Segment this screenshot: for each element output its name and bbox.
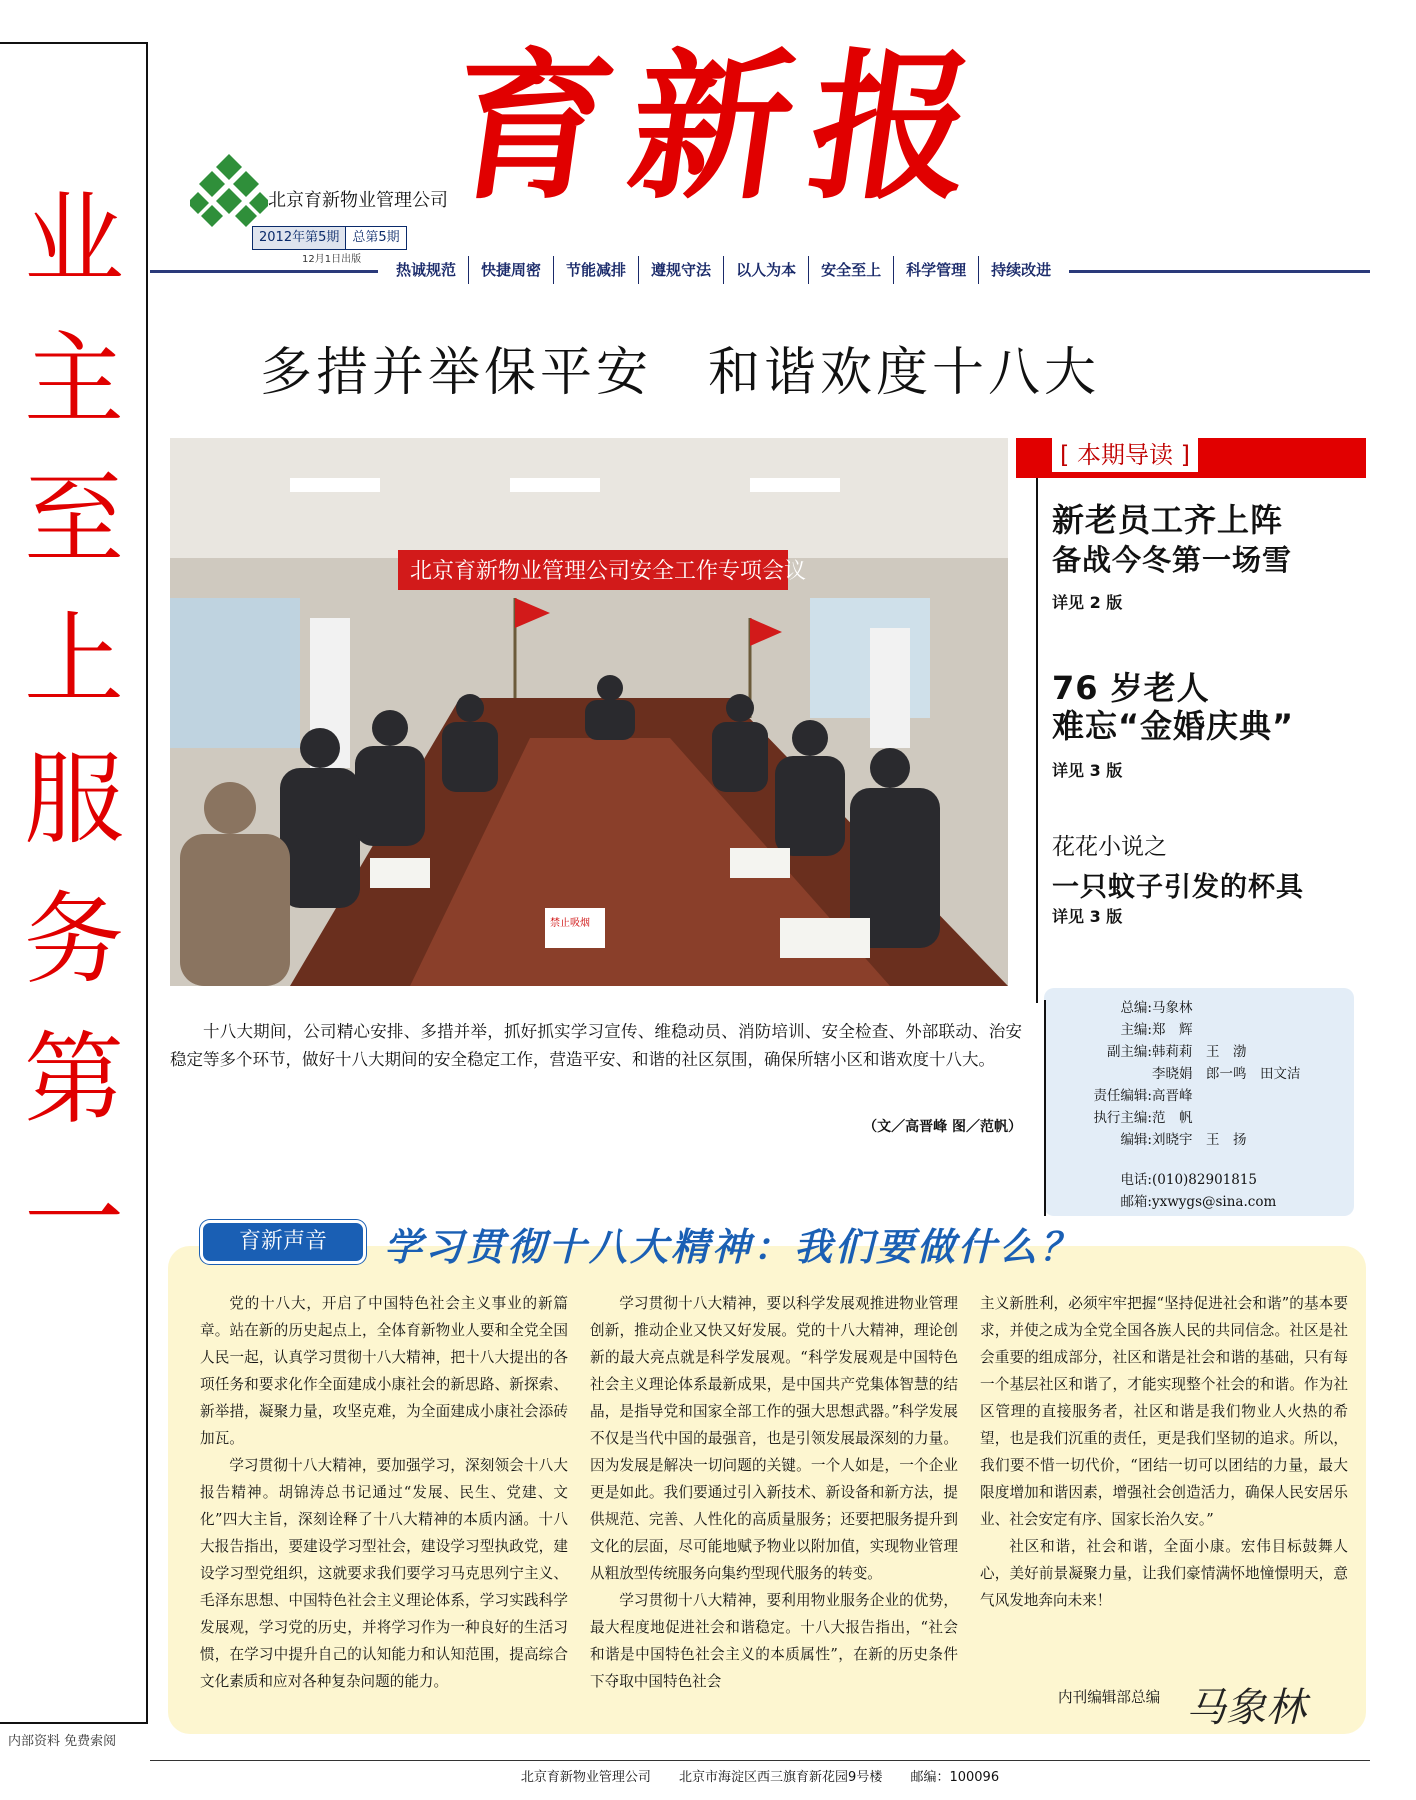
voice-paragraph: 社区和谐，社会和谐，全面小康。宏伟目标鼓舞人心，美好前景凝聚力量，让我们豪情满怀地憧憬明天，意气风发地奔向未来！ [980, 1538, 1348, 1609]
preview-item3-title[interactable]: 一只蚊子引发的杯具 [1052, 872, 1304, 903]
voice-column-3 [980, 1290, 1348, 1614]
motto: 科学管理 [894, 256, 979, 284]
issue-box [252, 226, 407, 250]
motto: 遵规守法 [639, 256, 724, 284]
slogan-char: 第 [24, 1021, 124, 1138]
preview-item2-see: 详见 3 版 [1052, 761, 1123, 780]
slogan-char: 一 [24, 1161, 124, 1278]
signature: 马象林 [1186, 1685, 1306, 1731]
slogan-char: 业 [24, 181, 124, 298]
footer-address: 北京市海淀区西三旗育新花园9号楼 [679, 1770, 883, 1785]
voice-column-1 [200, 1290, 568, 1695]
masthead-title: 育新报 [438, 33, 1006, 221]
voice-column-2 [590, 1290, 958, 1695]
motto: 快捷周密 [469, 256, 554, 284]
voice-paragraph: 学习贯彻十八大精神，要以科学发展观推进物业管理创新，推动企业又快又好发展。党的十八大精神，理论创新的最大亮点就是科学发展观。“科学发展观是中国特色社会主义理论体系最新成果，是中国共产党集体智慧的结晶，是指导党和国家全部工作的强大思想武器。”科学发展不仅是当代中国的最强音，也是引领发展最深刻的力量。因为发展是解决一切问题的关键。一个人如是，一个企业更是如此。我们要通过引入新技术、新设备和新方法，提供规范、完善、人性化的高质量服务；还要把服务提升到文化的层面，尽可能地赋予物业以附加值，实现物业管理从粗放型传统服务向集约型现代服务的转变。 [590, 1295, 958, 1582]
footer [150, 1766, 1370, 1785]
staff-editor: 主编:郑 辉 [1120, 1022, 1193, 1038]
photo-caption: 十八大期间，公司精心安排、多措并举，抓好抓实学习宣传、维稳动员、消防培训、安全检查、外部联动、治安稳定等多个环节，做好十八大期间的安全稳定工作，营造平安、和谐的社区氛围，确保所辖小区和谐欢度十八大。 [170, 1022, 1022, 1069]
pub-date: 12月1日出版 [302, 254, 362, 265]
company-logo-icon [190, 152, 268, 230]
total-issue: 总第5期 [352, 230, 400, 245]
voice-tag: 育新声音 [200, 1220, 366, 1264]
preview-item2-line2[interactable]: 难忘“金婚庆典” [1052, 707, 1295, 745]
motto-bar [378, 256, 1069, 284]
motto: 持续改进 [991, 261, 1052, 279]
staff-resp: 责任编辑:高晋峰 [1093, 1088, 1193, 1104]
slogan-char: 至 [24, 461, 124, 578]
banner-text: 北京育新物业管理公司安全工作专项会议 [410, 559, 807, 584]
side-slogan [14, 170, 134, 1290]
staff-deputy: 副主编:韩莉莉 王 渤 [1106, 1044, 1247, 1060]
voice-sign-org: 内刊编辑部总编 [1058, 1689, 1161, 1706]
voice-title: 学习贯彻十八大精神：我们要做什么？ [384, 1225, 1082, 1269]
issue-number: 2012年第5期 [253, 227, 346, 249]
photo-credit: （文／高晋峰 图／范帆） [863, 1119, 1022, 1135]
voice-paragraph: 党的十八大，开启了中国特色社会主义事业的新篇章。站在新的历史起点上，全体育新物业人要和全党全国人民一起，认真学习贯彻十八大精神，把十八大提出的各项任务和要求化作全面建成小康社会的新思路、新探索、新举措，凝聚力量，攻坚克难，为全面建成小康社会添砖加瓦。 [200, 1295, 568, 1447]
slogan-char: 服 [24, 741, 124, 858]
meeting-photo [170, 438, 1008, 986]
staff-exec: 执行主编:范 帆 [1093, 1110, 1193, 1126]
preview-item1-line2[interactable]: 备战今冬第一场雪 [1052, 543, 1293, 577]
staff-deputy2: 李晓娟 郎一鸣 田文洁 [1152, 1066, 1301, 1082]
preview-item3-see: 详见 3 版 [1052, 907, 1123, 926]
preview-item3-pre: 花花小说之 [1052, 834, 1167, 860]
motto: 以人为本 [724, 256, 809, 284]
preview-item2-line1[interactable]: 76 岁老人 [1052, 669, 1210, 707]
staff-chief: 总编:马象林 [1120, 1000, 1193, 1016]
no-smoking-sign: 禁止吸烟 [550, 918, 590, 929]
preview-header: [ 本期导读 ] [1052, 438, 1198, 472]
voice-paragraph: 学习贯彻十八大精神，要加强学习，深刻领会十八大报告精神。胡锦涛总书记通过“发展、民生、党建、文化”四大主旨，深刻诠释了十八大精神的本质内涵。十八大报告指出，要建设学习型社会，建设学习型执政党，建设学习型党组织，这就要求我们要学习马克思列宁主义、毛泽东思想、中国特色社会主义理论体系，学习实践科学发展观，学习党的历史，并将学习作为一种良好的生活习惯，在学习中提升自己的认知能力和认知范围，提高综合文化素质和应对各种复杂问题的能力。 [200, 1457, 568, 1690]
staff-editors: 编辑:刘晓宇 王 扬 [1120, 1132, 1247, 1148]
side-note: 内部资料 免费索阅 [8, 1734, 117, 1749]
preview-divider [1036, 478, 1038, 1003]
slogan-char: 主 [24, 321, 124, 438]
staff-email: 邮箱:yxwygs@sina.com [1120, 1194, 1277, 1210]
motto: 节能减排 [554, 256, 639, 284]
footer-company: 北京育新物业管理公司 [520, 1770, 651, 1785]
company-name: 北京育新物业管理公司 [268, 190, 448, 211]
staff-phone: 电话:(010)82901815 [1120, 1172, 1258, 1188]
motto: 热诚规范 [384, 256, 469, 284]
main-headline: 多措并举保平安 和谐欢度十八大 [259, 343, 1100, 403]
preview-item1-line1[interactable]: 新老员工齐上阵 [1052, 501, 1284, 539]
footer-postcode: 邮编：100096 [910, 1770, 1000, 1785]
slogan-char: 务 [24, 881, 124, 998]
footer-rule [150, 1760, 1370, 1761]
motto: 安全至上 [809, 256, 894, 284]
preview-item1-see: 详见 2 版 [1052, 593, 1123, 612]
staff-divider [1044, 1000, 1046, 1216]
meeting-photo-illustration [170, 438, 1008, 986]
voice-paragraph: 学习贯彻十八大精神，要利用物业服务企业的优势，最大程度地促进社会和谐稳定。十八大报告指出，“社会和谐是中国特色社会主义的本质属性”，在新的历史条件下夺取中国特色社会 [590, 1592, 958, 1690]
slogan-char: 上 [24, 601, 124, 718]
voice-paragraph: 主义新胜利，必须牢牢把握“坚持促进社会和谐”的基本要求，并使之成为全党全国各族人民的共同信念。社区是社会重要的组成部分，社区和谐是社会和谐的基础，只有每一个基层社区和谐了，才能实现整个社会的和谐。作为社区管理的直接服务者，社区和谐是我们物业人火热的希望，也是我们沉重的责任，更是我们坚韧的追求。所以，我们要不惜一切代价，“团结一切可以团结的力量，最大限度增加和谐因素，增强社会创造活力，确保人民安居乐业、社会安定有序、国家长治久安。” [980, 1295, 1348, 1528]
